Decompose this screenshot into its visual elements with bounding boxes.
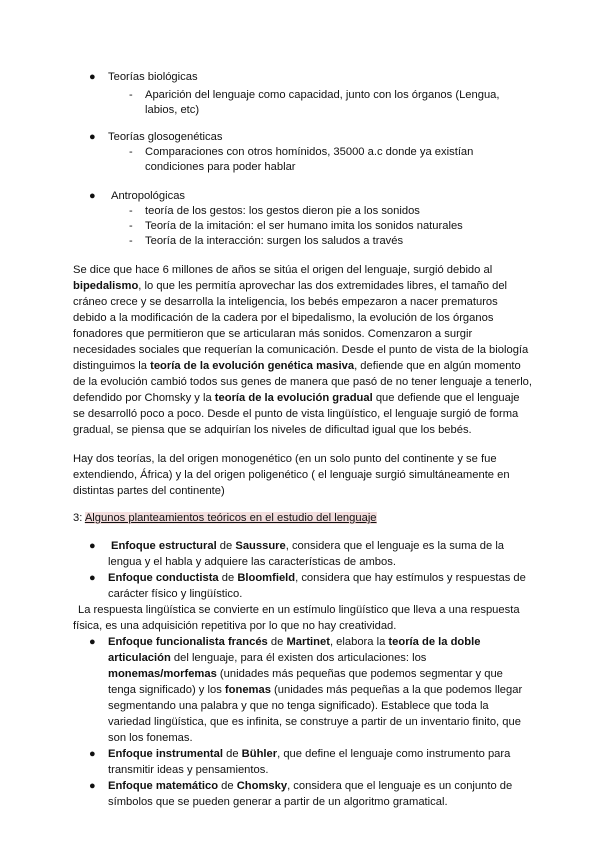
approach-line: son los fonemas. xyxy=(108,732,193,744)
para1-line xyxy=(73,359,521,374)
para2-line: extendiendo, África) y la del origen poligenético ( el lenguaje surgió simultáneamente en xyxy=(73,469,510,481)
text-run: , elabora la xyxy=(329,636,389,648)
text-run: defendido por Chomsky y la xyxy=(73,392,215,404)
text-run: de xyxy=(267,636,287,648)
para1-line xyxy=(73,391,520,406)
theory-item: condiciones para poder hablar xyxy=(145,161,296,173)
para1-line: de la evolución cambió todos sus genes de manera que pasó de no tener lenguaje a tenerlo, xyxy=(73,376,533,388)
bold-term: Enfoque funcionalista francés xyxy=(108,636,268,648)
para2-line: distintas partes del continente) xyxy=(73,485,225,497)
dash-icon: - xyxy=(129,235,133,247)
approach-line xyxy=(108,571,526,586)
para1-line: cráneo crece y se desarrolla la inteligencia, los bebés empezaron a nacer prematuros xyxy=(73,296,498,308)
section-number: 3: xyxy=(73,512,85,524)
bold-term: Enfoque conductista xyxy=(108,572,219,584)
dash-icon: - xyxy=(129,146,133,158)
theory-item: Comparaciones con otros homínidos, 35000 a.c donde ya existían xyxy=(145,146,474,158)
bullet-icon: ● xyxy=(89,71,96,83)
para1-line: gradual, se piensa que se adquirían los niveles de dificultad igual que los bebés. xyxy=(73,424,472,436)
theory-item: Aparición del lenguaje como capacidad, junto con los órganos (Lengua, xyxy=(145,89,500,101)
approach-line: segmentando una palabra y que no tenga significado). Establece que toda la xyxy=(108,700,489,712)
para1-line xyxy=(73,279,507,294)
para1-line: fonadores que permitieron que se articularan más sonidos. Comenzaron a surgir xyxy=(73,328,473,340)
para2-line: Hay dos teorías, la del origen monogenético (en un solo punto del continente y se fue xyxy=(73,453,497,465)
text-run: distinguimos la xyxy=(73,360,151,372)
bold-term: Enfoque instrumental xyxy=(108,748,223,760)
approach-line xyxy=(111,539,504,554)
text-run: del lenguaje, para él existen dos articulaciones: los xyxy=(170,652,427,664)
bold-term: teoría de la doble xyxy=(388,636,481,648)
approach-line xyxy=(108,747,510,762)
bullet-icon: ● xyxy=(89,748,96,760)
para1-line: Se dice que hace 6 millones de años se sitúa el origen del lenguaje, surgió debido al xyxy=(73,264,493,276)
theory-title-biologicas: Teorías biológicas xyxy=(108,71,198,83)
bold-term: Enfoque matemático xyxy=(108,780,219,792)
bullet-icon: ● xyxy=(89,572,96,584)
bold-term: bipedalismo xyxy=(73,280,139,292)
text-run: , considera que el lenguaje es la suma de la xyxy=(285,540,505,552)
theory-title-antropologicas: Antropológicas xyxy=(111,190,186,202)
approach-line: símbolos que se pueden generar a partir de un algoritmo gramatical. xyxy=(108,796,448,808)
bold-term: teoría de la evolución gradual xyxy=(214,392,373,404)
text-run: , lo que les permitía aprovechar las dos extremidades libres, el tamaño del xyxy=(138,280,508,292)
approach-line: variedad lingüística, que es infinita, se construye a partir de un inventario finito, que xyxy=(108,716,521,728)
approach-line xyxy=(108,651,426,666)
dash-icon: - xyxy=(129,89,133,101)
text-run: , defiende que en algún momento xyxy=(354,360,521,372)
para1-line: necesidades sociales que requerían la comunicación. Desde el punto de vista de la biología xyxy=(73,344,529,356)
bold-term: articulación xyxy=(108,652,171,664)
theory-item: Teoría de la interacción: surgen los saludos a través xyxy=(145,235,404,247)
bold-term: Bloomfield xyxy=(237,572,296,584)
bold-term: Bühler xyxy=(241,748,278,760)
bullet-icon: ● xyxy=(89,780,96,792)
text-run: de xyxy=(216,540,236,552)
approach-line: carácter físico y lingüístico. xyxy=(108,588,243,600)
theory-title-glosogeneticas: Teorías glosogenéticas xyxy=(108,131,223,143)
para1-line: se desarrolló poco a poco. Desde el punto de vista lingüístico, el lenguaje surgió de forma xyxy=(73,408,519,420)
approach-line xyxy=(108,635,480,650)
text-run: que defiende que el lenguaje xyxy=(372,392,520,404)
bold-term: Chomsky xyxy=(236,780,288,792)
note-line: física, es una adquisición repetitiva por lo que no hay creatividad. xyxy=(73,620,397,632)
bullet-icon: ● xyxy=(89,131,96,143)
dash-icon: - xyxy=(129,220,133,232)
approach-line xyxy=(108,683,522,698)
section-title: Algunos planteamientos teóricos en el estudio del lenguaje xyxy=(84,512,377,524)
bold-term: teoría de la evolución genética masiva xyxy=(150,360,355,372)
bullet-icon: ● xyxy=(89,636,96,648)
bullet-icon: ● xyxy=(89,190,96,202)
bold-term: Enfoque estructural xyxy=(111,540,217,552)
theory-item: Teoría de la imitación: el ser humano imita los sonidos naturales xyxy=(145,220,463,232)
text-run: de xyxy=(218,572,238,584)
text-run: , que define el lenguaje como instrumento para xyxy=(277,748,511,760)
approach-line: lengua y el habla y adquiere las características de ambos. xyxy=(108,556,396,568)
dash-icon: - xyxy=(129,205,133,217)
text-run: (unidades más pequeñas a la que podemos llegar xyxy=(270,684,523,696)
bold-term: Martinet xyxy=(286,636,330,648)
theory-item: teoría de los gestos: los gestos dieron pie a los sonidos xyxy=(145,205,420,217)
para1-line: debido a la modificación de la cadera por el bipedalismo, la evolución de los órganos xyxy=(73,312,494,324)
approach-line xyxy=(108,779,512,794)
theory-item: labios, etc) xyxy=(145,104,200,116)
bold-term: monemas/morfemas xyxy=(108,668,217,680)
text-run: tenga significado) y los xyxy=(108,684,225,696)
text-run: , considera que el lenguaje es un conjunto de xyxy=(287,780,513,792)
text-run: (unidades más pequeñas que podemos segmentar y que xyxy=(216,668,503,680)
section-heading xyxy=(73,511,377,526)
text-run: de xyxy=(223,748,242,760)
approach-line xyxy=(108,667,503,682)
text-run: , considera que hay estímulos y respuestas de xyxy=(295,572,526,584)
note-line: La respuesta lingüística se convierte en un estímulo lingüístico que lleva a una respuesta xyxy=(78,604,520,616)
approach-line: transmitir ideas y pensamientos. xyxy=(108,764,269,776)
bold-term: fonemas xyxy=(224,684,271,696)
bullet-icon: ● xyxy=(89,540,96,552)
text-run: de xyxy=(218,780,237,792)
bold-term: Saussure xyxy=(235,540,286,552)
